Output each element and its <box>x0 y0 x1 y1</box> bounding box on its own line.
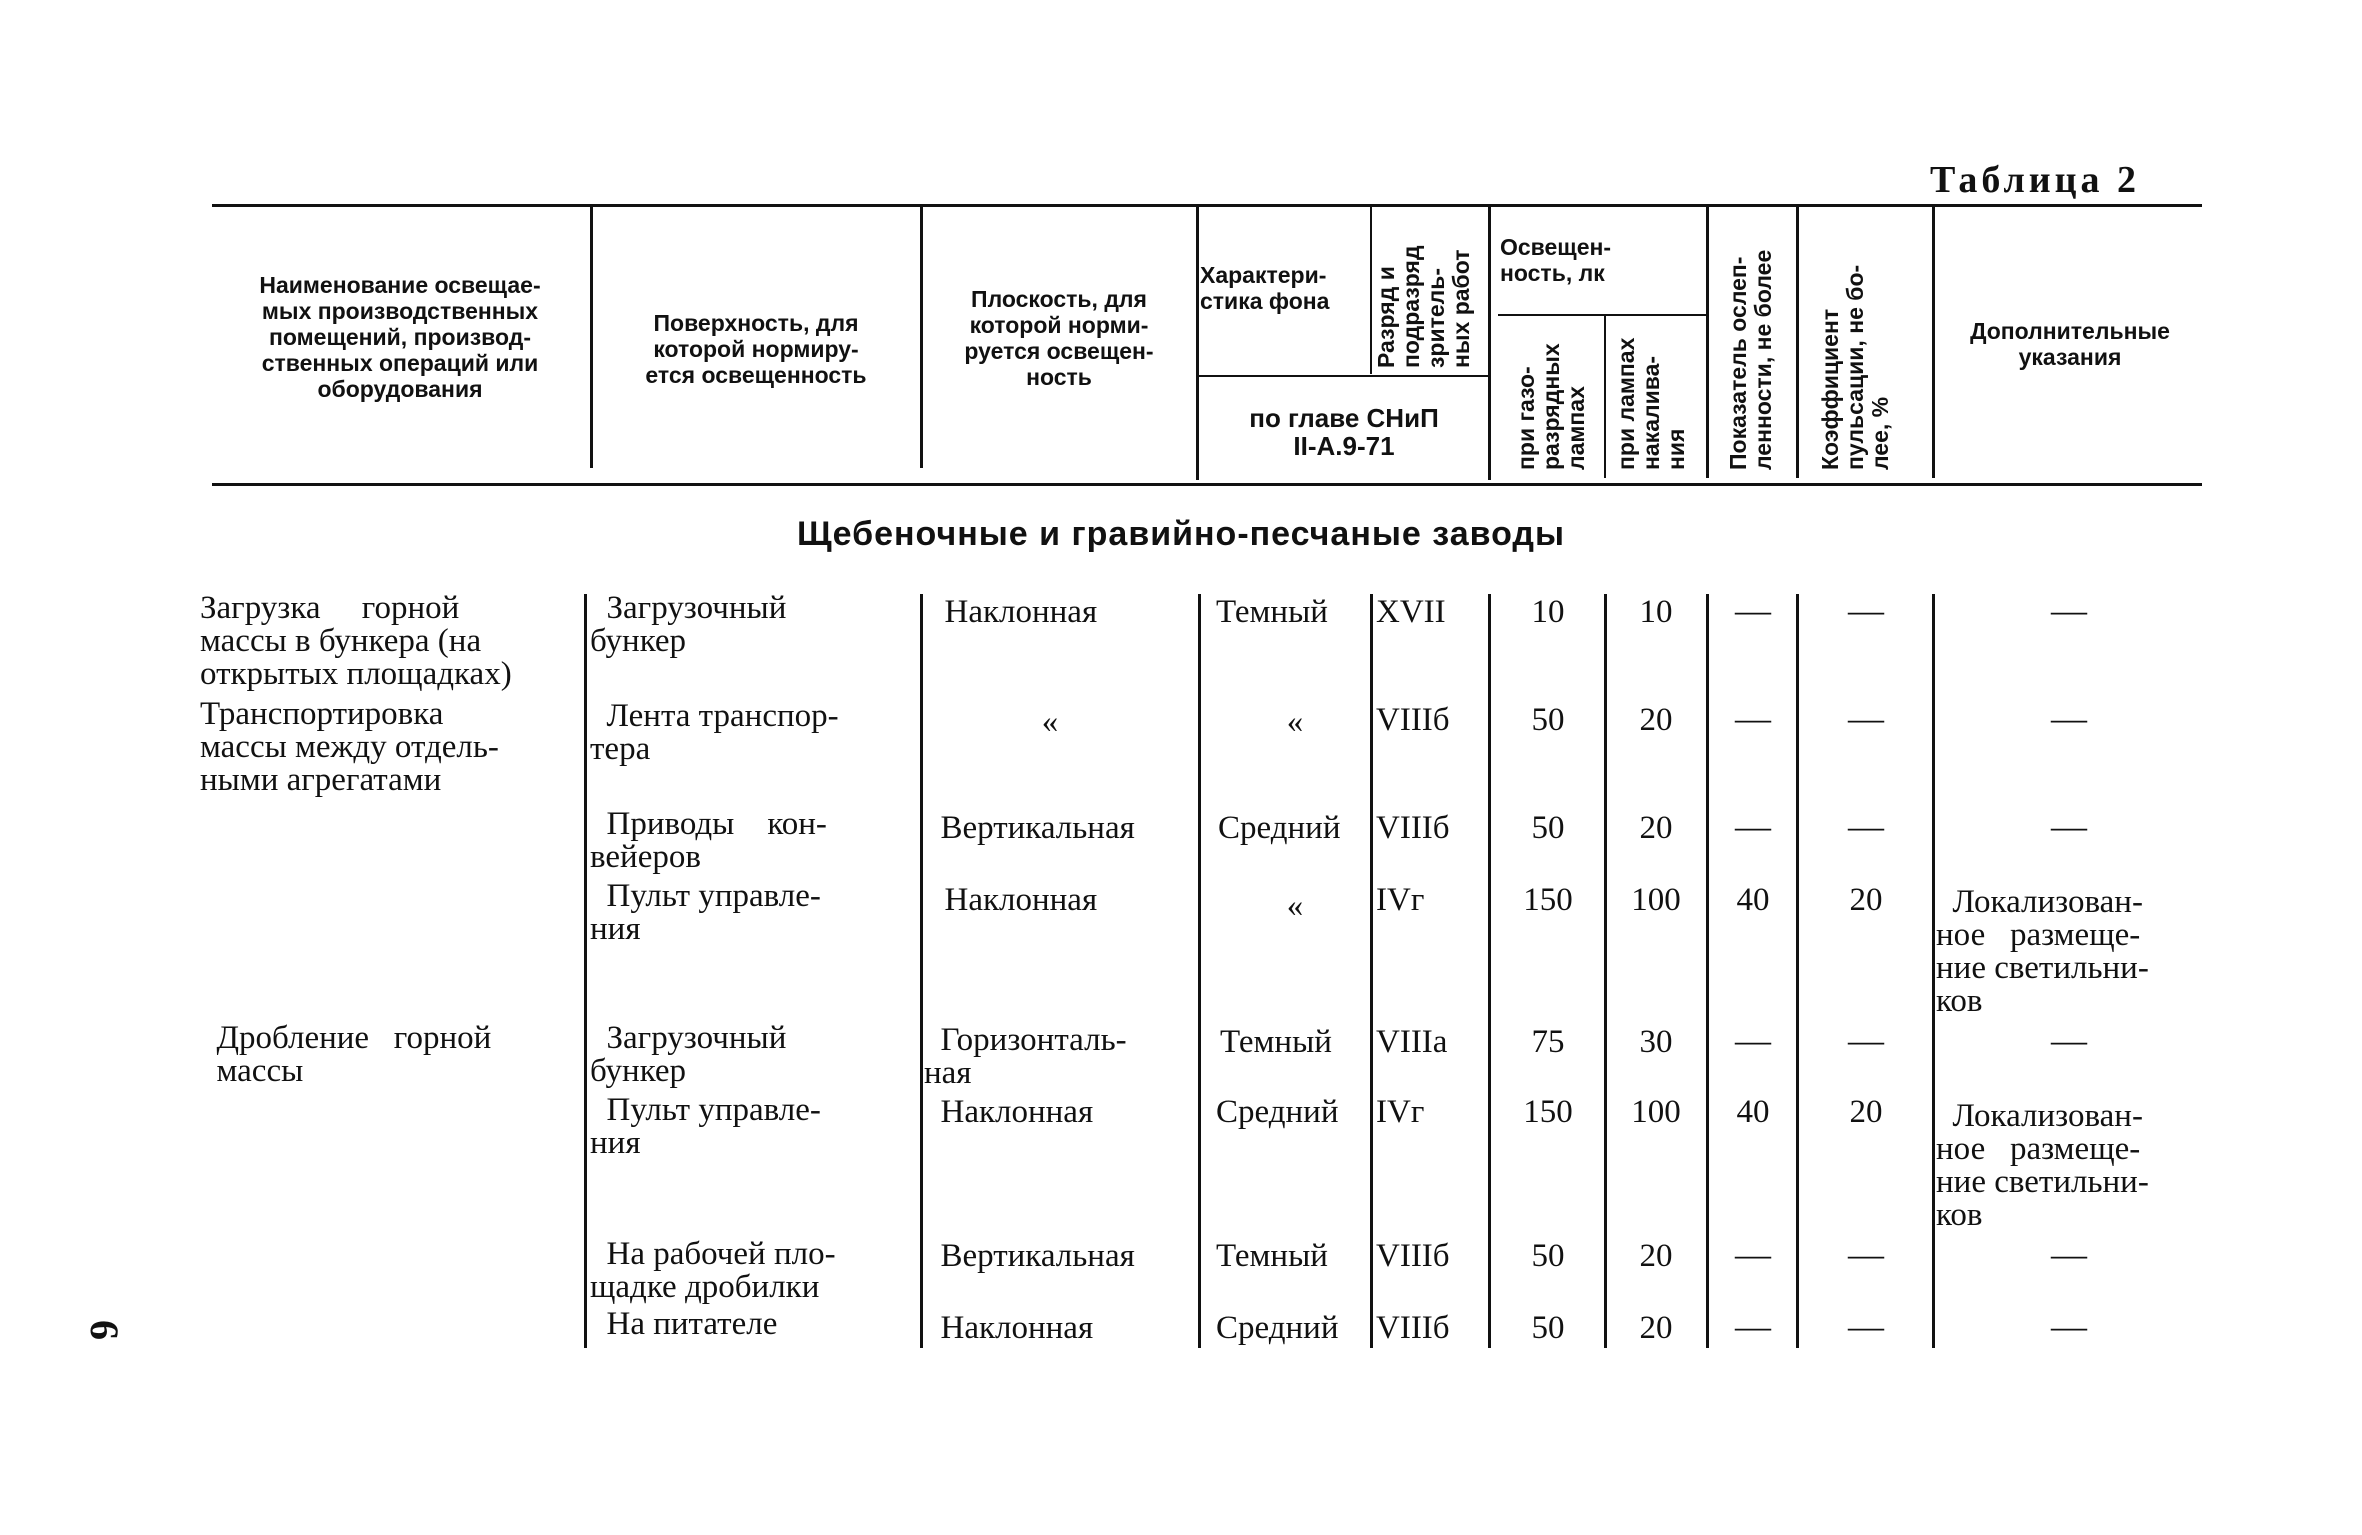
row-gas: 75 <box>1531 1024 1565 1060</box>
group-name: Загрузка горной массы в бункера (на открытых площадках) <box>200 590 512 692</box>
row-gas: 50 <box>1531 702 1565 738</box>
row-grade: VIIIб <box>1376 810 1450 846</box>
header-name: Наименование освещае- мых производственных помещений, производ- ственных операций или оборудования <box>259 272 541 402</box>
row-pulse: 20 <box>1849 1094 1883 1130</box>
row-plane: Вертикальная <box>924 810 1135 846</box>
row-plane: Наклонная <box>928 882 1098 918</box>
body-col-rule <box>1488 594 1491 1348</box>
row-gas: 150 <box>1523 1094 1573 1130</box>
group-name: Дробление горной массы <box>216 1020 492 1089</box>
row-glare: — <box>1735 698 1771 738</box>
row-grade: VIIIб <box>1376 1310 1450 1346</box>
header-notes: Дополнительные указания <box>1970 318 2170 370</box>
row-incand: 20 <box>1639 702 1673 738</box>
row-notes: — <box>2051 1234 2087 1274</box>
row-grade: VIIIб <box>1376 702 1450 738</box>
row-pulse: — <box>1848 590 1884 630</box>
page-number: 6 <box>82 1320 127 1340</box>
row-glare: — <box>1735 1234 1771 1274</box>
row-pulse: 20 <box>1849 882 1883 918</box>
row-glare: — <box>1735 806 1771 846</box>
row-gas: 50 <box>1531 1310 1565 1346</box>
row-grade: IVг <box>1376 1094 1425 1130</box>
row-plane: Наклонная <box>924 1094 1094 1130</box>
header-grade: Разряд и подразряд зритель- ных работ <box>1373 245 1474 368</box>
body-col-rule <box>1370 594 1373 1348</box>
row-notes: — <box>2051 1306 2087 1346</box>
header-gas-lamps: при газо- разрядных лампах <box>1513 343 1589 470</box>
row-glare: 40 <box>1736 882 1770 918</box>
row-background: Темный <box>1220 1024 1332 1060</box>
row-surface: Приводы кон- вейеров <box>590 806 827 875</box>
row-glare: — <box>1735 1306 1771 1346</box>
row-glare: 40 <box>1736 1094 1770 1130</box>
illuminance-divider <box>1498 314 1706 316</box>
row-pulse: — <box>1848 698 1884 738</box>
row-incand: 20 <box>1639 810 1673 846</box>
row-incand: 30 <box>1639 1024 1673 1060</box>
body-col-rule <box>1706 594 1709 1348</box>
row-notes: Локализован- ное размеще- ние светильни- ков <box>1936 884 2149 1019</box>
row-background: Средний <box>1216 1094 1339 1130</box>
header-pulsation: Коэффициент пульсации, не бо- лее, % <box>1817 264 1893 470</box>
row-notes: — <box>2051 1020 2087 1060</box>
row-surface: Пульт управле- ния <box>590 878 821 947</box>
row-pulse: — <box>1848 806 1884 846</box>
header-snip-ref: по главе СНиП II-А.9-71 <box>1249 403 1439 461</box>
row-incand: 10 <box>1639 594 1673 630</box>
row-grade: IVг <box>1376 882 1425 918</box>
body-col-rule <box>1198 594 1201 1348</box>
row-background: Темный <box>1216 1238 1328 1274</box>
row-grade: XVII <box>1376 594 1446 630</box>
row-background: « <box>1286 888 1304 924</box>
group-name: Транспортировка массы между отдель- ными агрегатами <box>200 696 499 798</box>
row-incand: 20 <box>1639 1310 1673 1346</box>
body-col-rule <box>1932 594 1935 1348</box>
header-background: Характери- стика фона <box>1200 262 1330 314</box>
header-col-rule <box>1796 206 1799 478</box>
header-col-rule <box>1706 206 1709 478</box>
row-surface: Загрузочный бункер <box>590 1020 787 1089</box>
row-plane: Наклонная <box>924 1310 1094 1346</box>
row-pulse: — <box>1848 1306 1884 1346</box>
body-col-rule <box>1796 594 1799 1348</box>
row-incand: 100 <box>1631 882 1681 918</box>
row-incand: 20 <box>1639 1238 1673 1274</box>
row-gas: 50 <box>1531 810 1565 846</box>
header-col-rule <box>1932 206 1935 478</box>
header-surface: Поверхность, для которой нормиру- ется освещенность <box>645 310 867 388</box>
row-gas: 150 <box>1523 882 1573 918</box>
row-plane: Горизонталь- ная <box>924 1022 1127 1091</box>
row-plane: Наклонная <box>928 594 1098 630</box>
row-surface: Загрузочный бункер <box>590 590 787 659</box>
header-col-rule <box>1488 206 1491 480</box>
header-top-rule <box>212 204 2202 207</box>
row-background: Средний <box>1216 1310 1339 1346</box>
body-col-rule <box>920 594 923 1348</box>
table-title: Таблица 2 <box>1930 159 2141 201</box>
header-incandescent: при лампах накалива- ния <box>1613 337 1689 470</box>
snip-divider <box>1198 375 1488 377</box>
header-col-rule <box>1370 206 1372 374</box>
header-bottom-rule <box>212 483 2202 486</box>
header-glare: Показатель ослеп- ленности, не более <box>1725 249 1776 470</box>
row-notes: Локализован- ное размеще- ние светильни- ков <box>1936 1098 2149 1233</box>
header-illuminance: Освещен- ность, лк <box>1500 234 1612 286</box>
header-col-rule <box>590 206 593 468</box>
row-background: Средний <box>1218 810 1341 846</box>
header-col-rule <box>1604 316 1606 478</box>
header-plane: Плоскость, для которой норми- руется освещен- ность <box>964 286 1154 390</box>
row-surface: Пульт управле- ния <box>590 1092 821 1161</box>
row-background: Темный <box>1216 594 1328 630</box>
header-col-rule <box>1196 206 1199 480</box>
row-grade: VIIIб <box>1376 1238 1450 1274</box>
row-plane: « <box>1041 704 1059 740</box>
row-incand: 100 <box>1631 1094 1681 1130</box>
row-pulse: — <box>1848 1020 1884 1060</box>
row-background: « <box>1286 704 1304 740</box>
row-glare: — <box>1735 1020 1771 1060</box>
row-notes: — <box>2051 590 2087 630</box>
body-col-rule <box>584 594 587 1348</box>
row-gas: 10 <box>1531 594 1565 630</box>
row-surface: На питателе <box>590 1306 778 1342</box>
section-title: Щебеночные и гравийно-песчаные заводы <box>796 515 1566 553</box>
row-notes: — <box>2051 806 2087 846</box>
header-col-rule <box>920 206 923 468</box>
row-surface: На рабочей пло- щадке дробилки <box>590 1236 836 1305</box>
row-surface: Лента транспор- тера <box>590 698 839 767</box>
body-col-rule <box>1604 594 1607 1348</box>
row-pulse: — <box>1848 1234 1884 1274</box>
row-glare: — <box>1735 590 1771 630</box>
row-plane: Вертикальная <box>924 1238 1135 1274</box>
row-notes: — <box>2051 698 2087 738</box>
row-gas: 50 <box>1531 1238 1565 1274</box>
row-grade: VIIIа <box>1376 1024 1448 1060</box>
